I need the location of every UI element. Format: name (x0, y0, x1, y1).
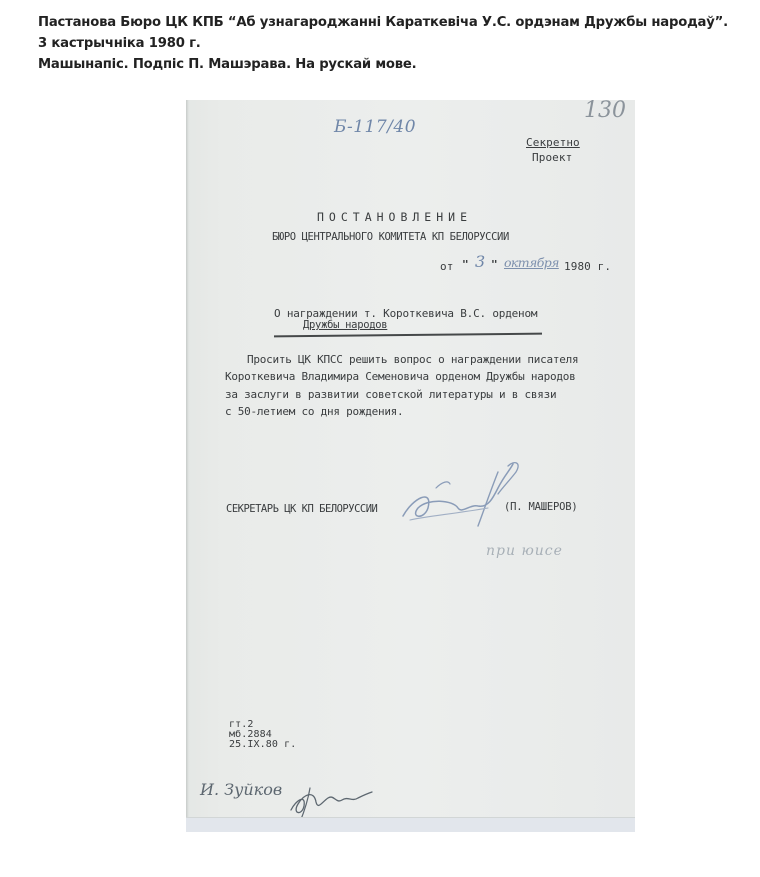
subject-underline (274, 333, 542, 338)
footer-copies: гт.2 (229, 719, 254, 730)
signatory-title: СЕКРЕТАРЬ ЦК КП БЕЛОРУССИИ (226, 503, 378, 515)
document-title: ПОСТАНОВЛЕНИЕ (317, 210, 473, 224)
date-day: 3 (475, 252, 486, 271)
footer-typed-date: 25.IX.80 г. (229, 739, 297, 750)
date-year: 1980 г. (564, 260, 612, 273)
subject-line-2: Дружбы народов (303, 319, 388, 331)
paper-bottom-edge (186, 817, 635, 832)
scanned-document (186, 100, 635, 832)
date-prefix: от (440, 260, 454, 273)
body-line: Просить ЦК КПСС решить вопрос о награждении писателя (247, 353, 579, 366)
bottom-handwritten-name: И. Зуйков (200, 780, 283, 799)
body-line: Короткевича Владимира Семеновича орденом Дружбы народов (225, 370, 576, 383)
date-close-quote: " (491, 258, 498, 271)
classification-label: Секретно (526, 136, 580, 149)
handwritten-reference: Б-117/40 (334, 117, 417, 137)
date-open-quote: " (462, 258, 469, 271)
issuing-body: БЮРО ЦЕНТРАЛЬНОГО КОМИТЕТА КП БЕЛОРУССИИ (272, 231, 509, 243)
caption-date: 3 кастрычніка 1980 г. (38, 36, 201, 51)
body-line: за заслуги в развитии советской литературы и в связи (225, 388, 557, 401)
handwritten-note: при юисе (486, 543, 563, 559)
signature-masherov-icon (398, 458, 528, 538)
status-label: Проект (532, 151, 573, 164)
caption-title: Пастанова Бюро ЦК КПБ “Аб узнагароджанні Караткевіча У.С. ордэнам Дружбы народаў”. (38, 15, 728, 30)
signatory-name: (П. МАШЕРОВ) (504, 501, 578, 513)
footer-typist-code: мб.2884 (229, 729, 272, 740)
body-line: с 50-летием со дня рождения. (225, 405, 404, 418)
subject-line-1: О награждении т. Короткевича В.С. орденом (274, 307, 538, 320)
date-month-handwritten: октября (504, 255, 559, 270)
paper-edge-shadow (186, 100, 189, 832)
document-caption (38, 12, 738, 75)
caption-description: Машынапіс. Подпіс П. Машэрава. На рускай мове. (38, 57, 417, 72)
page-number: 130 (584, 100, 626, 123)
